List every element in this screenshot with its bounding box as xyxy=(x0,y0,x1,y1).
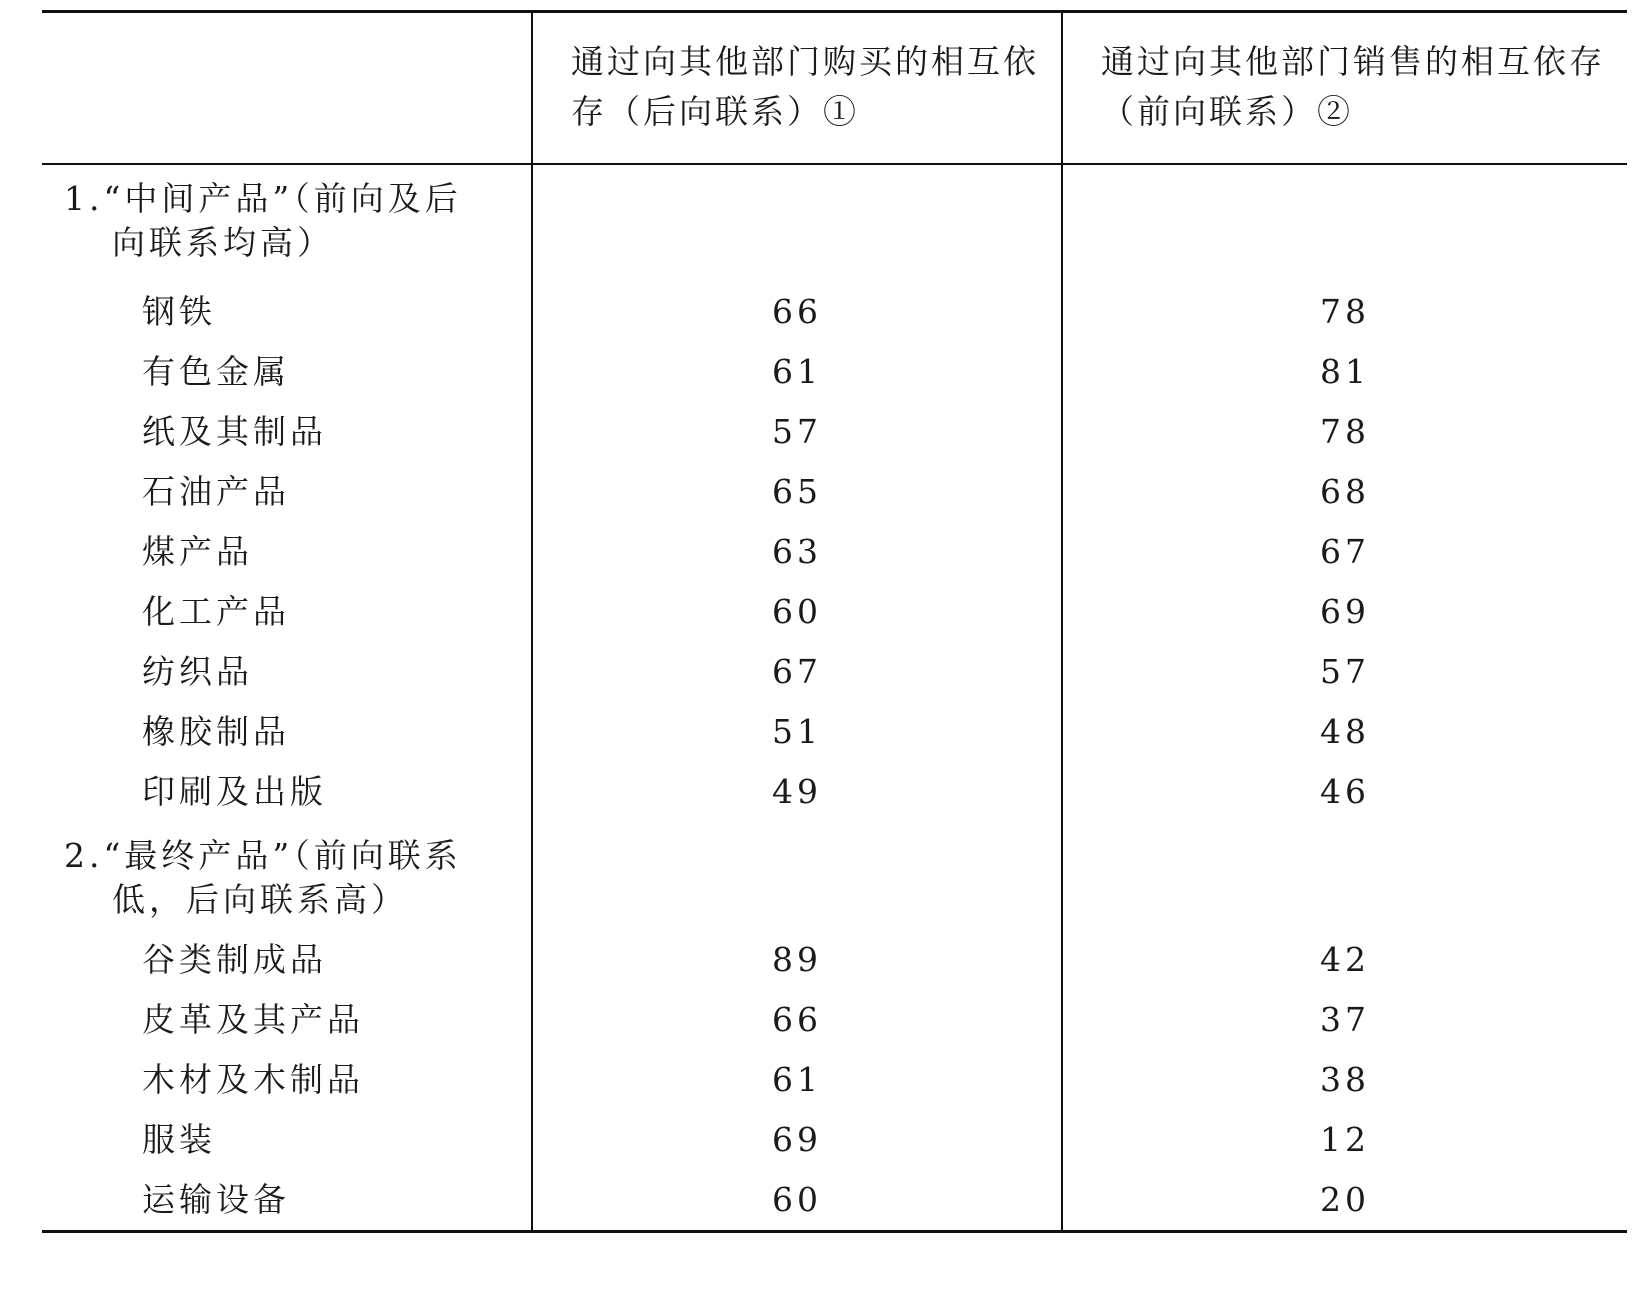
backward-value: 57 xyxy=(532,402,1062,462)
group-label xyxy=(42,822,532,930)
sector-name: 纺织品 xyxy=(42,642,532,702)
table-row xyxy=(42,402,1627,462)
table-row xyxy=(42,1050,1627,1110)
forward-value: 81 xyxy=(1320,351,1370,391)
forward-value: 57 xyxy=(1320,651,1370,691)
linkage-table xyxy=(42,10,1627,1233)
forward-value: 48 xyxy=(1320,711,1370,751)
group-label-line1: 1.“中间产品”（前向及后 xyxy=(64,178,462,218)
table-row xyxy=(42,990,1627,1050)
sector-name: 有色金属 xyxy=(42,342,532,402)
forward-value: 42 xyxy=(1320,939,1370,979)
forward-value: 37 xyxy=(1320,999,1370,1039)
backward-value: 61 xyxy=(532,342,1062,402)
table-row xyxy=(42,342,1627,402)
sector-name: 运输设备 xyxy=(42,1170,532,1232)
header-forward: 通过向其他部门销售的相互依存（前向联系）② xyxy=(1062,12,1627,164)
forward-value: 68 xyxy=(1320,471,1370,511)
table-row xyxy=(42,1170,1627,1232)
sector-name: 钢铁 xyxy=(42,282,532,342)
backward-value: 89 xyxy=(532,930,1062,990)
forward-value: 12 xyxy=(1320,1119,1370,1159)
forward-value: 38 xyxy=(1320,1059,1370,1099)
sector-name: 木材及木制品 xyxy=(42,1050,532,1110)
forward-value: 46 xyxy=(1320,771,1370,811)
backward-value: 67 xyxy=(532,642,1062,702)
header-backward: 通过向其他部门购买的相互依存（后向联系）① xyxy=(532,12,1062,164)
table-row xyxy=(42,1110,1627,1170)
forward-value: 20 xyxy=(1062,1170,1627,1232)
backward-value: 61 xyxy=(532,1050,1062,1110)
backward-value: 63 xyxy=(532,522,1062,582)
group-label-line2: 低，后向联系高） xyxy=(112,879,408,919)
sector-name: 化工产品 xyxy=(42,582,532,642)
sector-name: 煤产品 xyxy=(42,522,532,582)
forward-value: 78 xyxy=(1320,411,1370,451)
sector-name: 石油产品 xyxy=(42,462,532,522)
group-label-line2: 向联系均高） xyxy=(112,222,334,262)
table-row xyxy=(42,702,1627,762)
backward-value: 66 xyxy=(532,990,1062,1050)
backward-value: 60 xyxy=(532,1170,1062,1232)
group-row xyxy=(42,164,1627,282)
table-row xyxy=(42,762,1627,822)
group-row xyxy=(42,822,1627,930)
backward-value: 51 xyxy=(532,702,1062,762)
backward-value: 49 xyxy=(532,762,1062,822)
table-row xyxy=(42,582,1627,642)
backward-value: 66 xyxy=(532,282,1062,342)
sector-name: 纸及其制品 xyxy=(42,402,532,462)
table-row xyxy=(42,642,1627,702)
table-row xyxy=(42,930,1627,990)
sector-name: 皮革及其产品 xyxy=(42,990,532,1050)
backward-value: 69 xyxy=(532,1110,1062,1170)
group-label xyxy=(42,164,532,282)
table-row xyxy=(42,462,1627,522)
sector-name: 橡胶制品 xyxy=(42,702,532,762)
backward-value: 65 xyxy=(532,462,1062,522)
backward-value: 60 xyxy=(532,582,1062,642)
header-row xyxy=(42,12,1627,164)
sector-name: 印刷及出版 xyxy=(42,762,532,822)
forward-value: 69 xyxy=(1320,591,1370,631)
forward-value: 67 xyxy=(1320,531,1370,571)
sector-name: 服装 xyxy=(42,1110,532,1170)
header-blank-cell xyxy=(42,12,532,164)
sector-name: 谷类制成品 xyxy=(42,930,532,990)
table-row xyxy=(42,282,1627,342)
table-row xyxy=(42,522,1627,582)
group-label-line1: 2.“最终产品”（前向联系 xyxy=(64,835,462,875)
forward-value: 78 xyxy=(1320,291,1370,331)
